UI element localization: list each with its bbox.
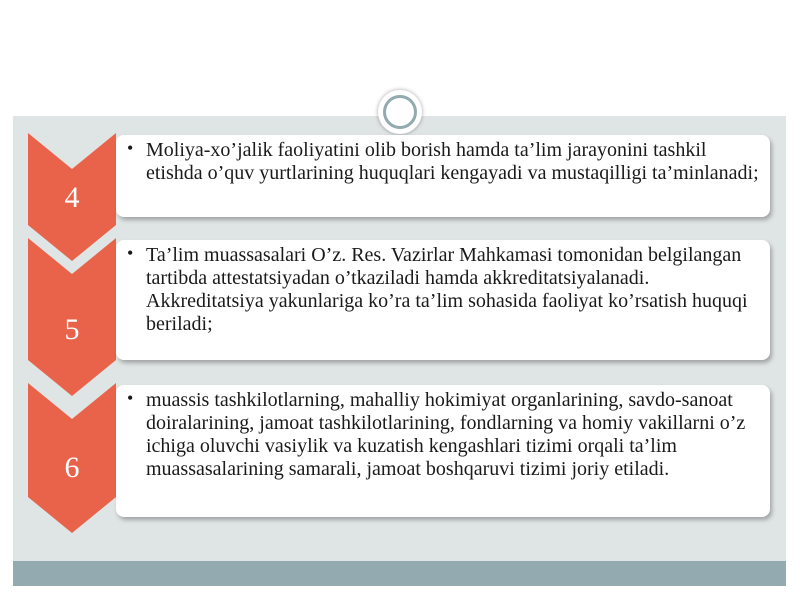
bullet-icon: •: [127, 138, 134, 158]
circle-ornament-icon: [378, 90, 422, 134]
item-number: 6: [64, 451, 80, 484]
bottom-bar: [13, 561, 786, 586]
list-item: [116, 385, 770, 517]
bullet-icon: •: [127, 243, 134, 263]
chevron-item-5: [28, 238, 116, 396]
item-number: 5: [64, 313, 80, 346]
item-number: 4: [64, 181, 80, 214]
list-item: [116, 240, 770, 360]
bullet-icon: •: [127, 388, 134, 408]
item-text: muassis tashkilotlarning, mahalliy hokimiyat organlarining, savdo-sanoat doiralarining, jamoat tashkilotlarining, fondlarning va homiy vakillarni o’z ichiga oluvchi vasiylik va kuzatish kengashlari tizimi orqali ta’lim muassasalarining samarali, jamoat boshqaruvi tizimi joriy etiladi.: [146, 389, 746, 480]
item-text: Moliya-xo’jalik faoliyatini olib borish hamda ta’lim jarayonini tashkil etishda o’quv yurtlarining huquqlari kengayadi va mustaqilligi ta’minlanadi;: [146, 139, 759, 184]
list-item: [116, 135, 770, 217]
chevron-item-6: [28, 383, 116, 533]
item-text: Ta’lim muassasalari O’z. Res. Vazirlar Mahkamasi tomonidan belgilangan tartibda attestatsiyadan o’tkaziladi hamda akkreditatsiyalanadi. Akkreditatsiya yakunlariga ko’ra ta’lim sohasida faoliyat ko’rsatish huquqi beriladi;: [146, 244, 748, 335]
